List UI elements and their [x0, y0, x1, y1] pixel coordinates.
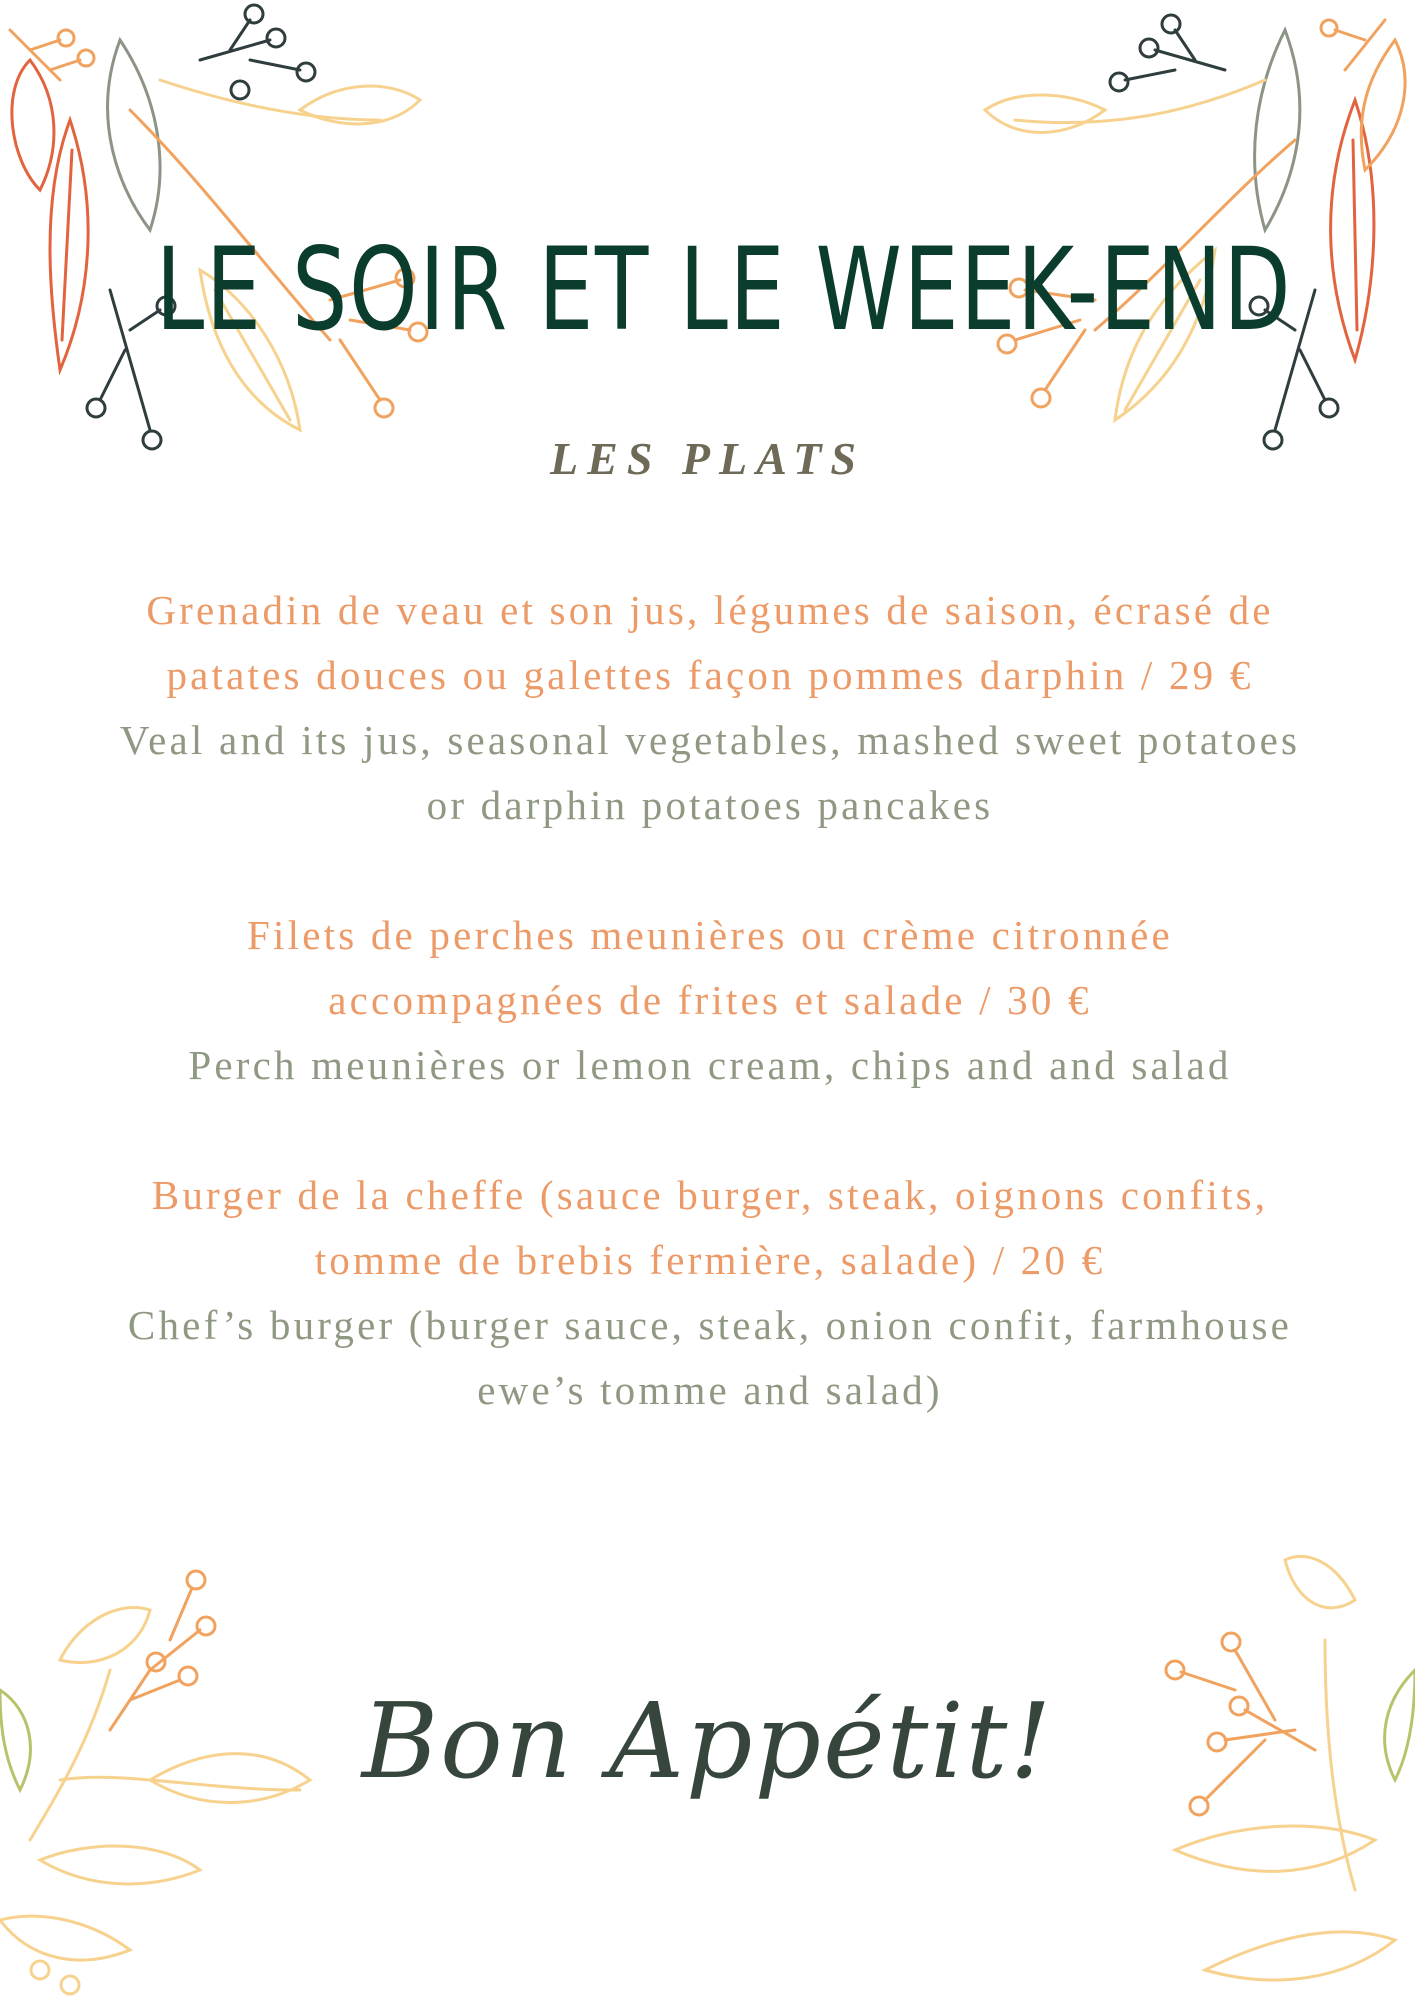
closing-greeting: Bon Appétit! [361, 1680, 1054, 1802]
dish-item [110, 578, 1310, 838]
dish-english-description: Veal and its jus, seasonal vegetables, mashed sweet potatoes or darphin potatoes pancakes [119, 717, 1301, 828]
dish-item [110, 903, 1310, 1098]
section-heading: LES PLATS [550, 433, 865, 484]
dish-english-description: Perch meunières or lemon cream, chips and and salad [188, 1042, 1232, 1088]
dish-english-description: Chef’s burger (burger sauce, steak, onion confit, farmhouse ewe’s tomme and salad) [127, 1302, 1293, 1413]
dish-french-description: Burger de la cheffe (sauce burger, steak, oignons confits, tomme de brebis fermière, salade) / 20 € [151, 1172, 1269, 1283]
dish-list [110, 578, 1310, 1488]
menu-title: LE SOIR ET LE WEEK-END [155, 223, 1293, 357]
dish-french-description: Filets de perches meunières ou crème citronnée accompagnées de frites et salade / 30 € [247, 912, 1173, 1023]
dish-french-description: Grenadin de veau et son jus, légumes de saison, écrasé de patates douces ou galettes façon pommes darphin / 29 € [146, 587, 1274, 698]
dish-item [110, 1163, 1310, 1423]
